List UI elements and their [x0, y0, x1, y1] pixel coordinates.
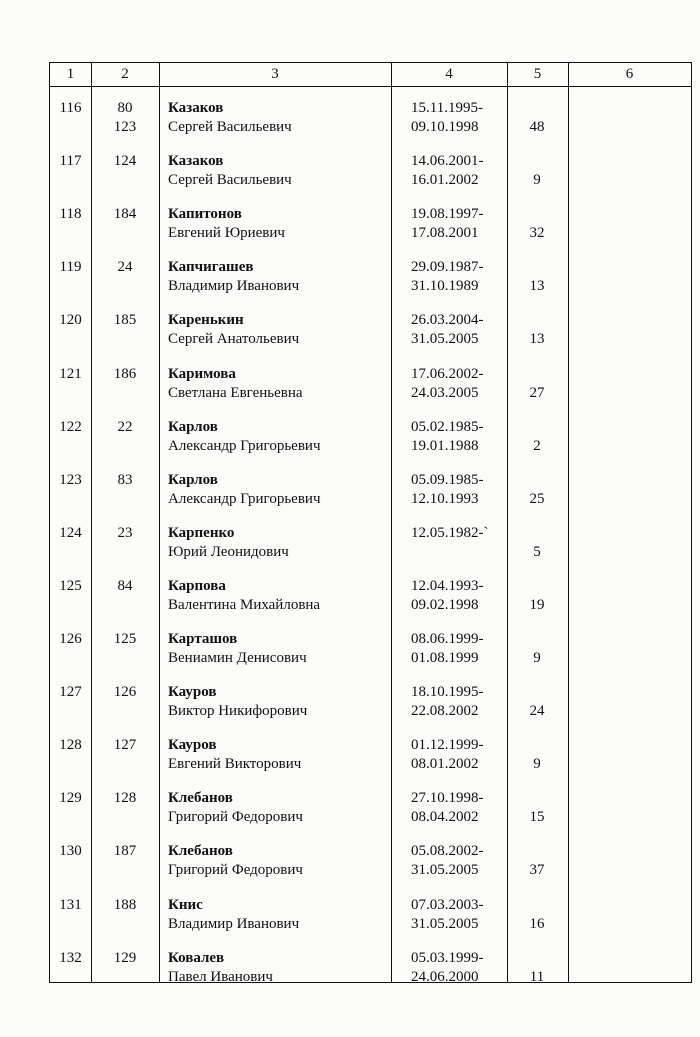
date-range	[411, 418, 511, 456]
row-number: 125	[59, 578, 82, 594]
date-to: 01.08.1999	[411, 650, 479, 666]
column-header-3: 3	[271, 66, 279, 82]
table-row	[50, 896, 691, 949]
record-id: 80	[117, 100, 133, 116]
date-range	[411, 365, 511, 403]
record-ids	[91, 311, 159, 330]
given-names: Сергей Васильевич	[168, 119, 292, 135]
date-to: 31.05.2005	[411, 916, 479, 932]
row-number: 121	[59, 366, 82, 382]
record-id: 24	[117, 259, 133, 275]
date-range	[411, 683, 511, 721]
surname: Клебанов	[168, 843, 233, 859]
person-name	[168, 471, 388, 509]
date-from: 18.10.1995-	[411, 684, 484, 700]
date-from: 12.05.1982-`	[411, 525, 489, 541]
date-range	[411, 577, 511, 615]
given-names: Евгений Викторович	[168, 756, 302, 772]
date-from: 15.11.1995-	[411, 100, 483, 116]
table-row	[50, 842, 691, 895]
record-id: 23	[117, 525, 133, 541]
column-header-2: 2	[121, 66, 129, 82]
count-value: 13	[529, 331, 545, 347]
date-to: 31.10.1989	[411, 278, 479, 294]
count-value: 11	[529, 969, 545, 985]
person-name	[168, 896, 388, 934]
count-value: 9	[533, 172, 541, 188]
record-ids	[91, 418, 159, 437]
row-number: 117	[59, 153, 82, 169]
person-name	[168, 789, 388, 827]
given-names: Сергей Васильевич	[168, 172, 292, 188]
record-ids	[91, 258, 159, 277]
person-name	[168, 205, 388, 243]
count-value: 27	[529, 385, 545, 401]
person-name	[168, 842, 388, 880]
date-to: 09.10.1998	[411, 119, 479, 135]
date-to: 31.05.2005	[411, 331, 479, 347]
surname: Капитонов	[168, 206, 242, 222]
given-names: Владимир Иванович	[168, 916, 300, 932]
date-from: 05.02.1985-	[411, 419, 484, 435]
person-name	[168, 630, 388, 668]
record-id: 84	[117, 578, 133, 594]
record-ids	[91, 524, 159, 543]
surname: Кауров	[168, 737, 217, 753]
date-range	[411, 152, 511, 190]
date-range	[411, 471, 511, 509]
date-from: 29.09.1987-	[411, 259, 484, 275]
count-value: 5	[533, 544, 541, 560]
row-number: 120	[59, 312, 82, 328]
row-number: 118	[59, 206, 82, 222]
record-ids	[91, 365, 159, 384]
count-value: 37	[529, 862, 545, 878]
date-range	[411, 789, 511, 827]
given-names: Вениамин Денисович	[168, 650, 307, 666]
record-id: 22	[117, 419, 133, 435]
table-row	[50, 630, 691, 683]
given-names: Виктор Никифорович	[168, 703, 308, 719]
row-number: 131	[59, 897, 82, 913]
surname: Карташов	[168, 631, 238, 647]
table-row	[50, 789, 691, 842]
table-row	[50, 736, 691, 789]
person-name	[168, 365, 388, 403]
row-number: 126	[59, 631, 82, 647]
record-id: 129	[113, 950, 137, 966]
person-name	[168, 99, 388, 137]
surname: Клебанов	[168, 790, 233, 806]
person-name	[168, 949, 388, 987]
table-row	[50, 683, 691, 736]
date-to: 24.06.2000	[411, 969, 479, 985]
table-row	[50, 524, 691, 577]
date-range	[411, 99, 511, 137]
date-to: 24.03.2005	[411, 385, 479, 401]
table-row	[50, 152, 691, 205]
surname: Книс	[168, 897, 203, 913]
record-id: 127	[113, 737, 137, 753]
person-name	[168, 524, 388, 562]
row-number: 116	[59, 100, 82, 116]
count-value: 19	[529, 597, 545, 613]
record-ids	[91, 736, 159, 755]
count-value: 32	[529, 225, 545, 241]
surname: Ковалев	[168, 950, 225, 966]
person-name	[168, 152, 388, 190]
table-row	[50, 205, 691, 258]
date-range	[411, 736, 511, 774]
date-to: 12.10.1993	[411, 491, 479, 507]
date-to: 31.05.2005	[411, 862, 479, 878]
count-value: 13	[529, 278, 545, 294]
record-ids	[91, 842, 159, 861]
table-row	[50, 577, 691, 630]
person-name	[168, 418, 388, 456]
record-ids	[91, 630, 159, 649]
register-table	[49, 62, 692, 983]
surname: Карлов	[168, 419, 218, 435]
record-id: 128	[113, 790, 137, 806]
given-names: Валентина Михайловна	[168, 597, 321, 613]
row-number: 124	[59, 525, 82, 541]
date-to: 16.01.2002	[411, 172, 479, 188]
date-from: 05.03.1999-	[411, 950, 484, 966]
record-ids	[91, 99, 159, 137]
given-names: Александр Григорьевич	[168, 438, 321, 454]
record-ids	[91, 949, 159, 968]
row-number: 127	[59, 684, 82, 700]
header-divider	[50, 86, 691, 87]
row-number: 132	[59, 950, 82, 966]
record-ids	[91, 683, 159, 702]
count-value: 9	[533, 650, 541, 666]
date-range	[411, 842, 511, 880]
count-value: 15	[529, 809, 545, 825]
row-number: 123	[59, 472, 82, 488]
column-header-5: 5	[533, 66, 542, 82]
count-value: 24	[529, 703, 545, 719]
date-to: 08.01.2002	[411, 756, 479, 772]
surname: Кауров	[168, 684, 217, 700]
given-names: Григорий Федорович	[168, 862, 303, 878]
date-from: 14.06.2001-	[411, 153, 484, 169]
surname: Капчигашев	[168, 259, 254, 275]
given-names: Павел Иванович	[168, 969, 273, 985]
date-from: 05.08.2002-	[411, 843, 484, 859]
surname: Карпова	[168, 578, 226, 594]
date-from: 17.06.2002-	[411, 366, 484, 382]
person-name	[168, 577, 388, 615]
date-from: 12.04.1993-	[411, 578, 484, 594]
record-id: 188	[113, 897, 137, 913]
record-id: 123	[113, 119, 137, 135]
count-value: 48	[529, 119, 545, 135]
count-value: 16	[529, 916, 545, 932]
given-names: Сергей Анатольевич	[168, 331, 300, 347]
date-from: 07.03.2003-	[411, 897, 484, 913]
date-to: 08.04.2002	[411, 809, 479, 825]
record-id: 186	[113, 366, 137, 382]
record-id: 126	[113, 684, 137, 700]
count-value: 2	[533, 438, 541, 454]
row-number: 129	[59, 790, 82, 806]
date-from: 05.09.1985-	[411, 472, 484, 488]
surname: Карлов	[168, 472, 218, 488]
date-to	[411, 543, 511, 562]
person-name	[168, 683, 388, 721]
person-name	[168, 311, 388, 349]
table-row	[50, 258, 691, 311]
date-from: 01.12.1999-	[411, 737, 484, 753]
record-id: 187	[113, 843, 137, 859]
given-names: Александр Григорьевич	[168, 491, 321, 507]
record-id: 124	[113, 153, 137, 169]
date-from: 19.08.1997-	[411, 206, 484, 222]
record-ids	[91, 577, 159, 596]
row-number: 130	[59, 843, 82, 859]
surname: Казаков	[168, 100, 224, 116]
surname: Каримова	[168, 366, 236, 382]
column-header-4: 4	[445, 66, 453, 82]
date-range	[411, 524, 511, 562]
given-names: Григорий Федорович	[168, 809, 303, 825]
record-ids	[91, 205, 159, 224]
record-ids	[91, 471, 159, 490]
count-value: 9	[533, 756, 541, 772]
given-names: Юрий Леонидович	[168, 544, 289, 560]
date-to: 22.08.2002	[411, 703, 479, 719]
record-id: 125	[113, 631, 137, 647]
count-value: 25	[529, 491, 545, 507]
table-row	[50, 99, 691, 152]
date-from: 27.10.1998-	[411, 790, 484, 806]
record-ids	[91, 789, 159, 808]
surname: Каренькин	[168, 312, 244, 328]
given-names: Евгений Юриевич	[168, 225, 285, 241]
record-id: 83	[117, 472, 133, 488]
date-range	[411, 630, 511, 668]
date-from: 08.06.1999-	[411, 631, 484, 647]
record-ids	[91, 152, 159, 171]
surname: Карпенко	[168, 525, 235, 541]
date-range	[411, 205, 511, 243]
record-id: 184	[113, 206, 137, 222]
table-row	[50, 365, 691, 418]
person-name	[168, 736, 388, 774]
table-row	[50, 418, 691, 471]
row-number: 128	[59, 737, 82, 753]
person-name	[168, 258, 388, 296]
date-to: 17.08.2001	[411, 225, 479, 241]
given-names: Светлана Евгеньевна	[168, 385, 303, 401]
row-number: 119	[59, 259, 82, 275]
surname: Казаков	[168, 153, 224, 169]
date-range	[411, 896, 511, 934]
column-header-1: 1	[66, 66, 75, 82]
date-from: 26.03.2004-	[411, 312, 484, 328]
record-ids	[91, 896, 159, 915]
column-header-6: 6	[625, 66, 634, 82]
date-to: 09.02.1998	[411, 597, 479, 613]
date-range	[411, 311, 511, 349]
table-row	[50, 471, 691, 524]
table-row	[50, 949, 691, 1002]
given-names: Владимир Иванович	[168, 278, 300, 294]
row-number: 122	[59, 419, 82, 435]
date-range	[411, 258, 511, 296]
date-range	[411, 949, 511, 987]
date-to: 19.01.1988	[411, 438, 479, 454]
record-id: 185	[113, 312, 137, 328]
table-row	[50, 311, 691, 364]
